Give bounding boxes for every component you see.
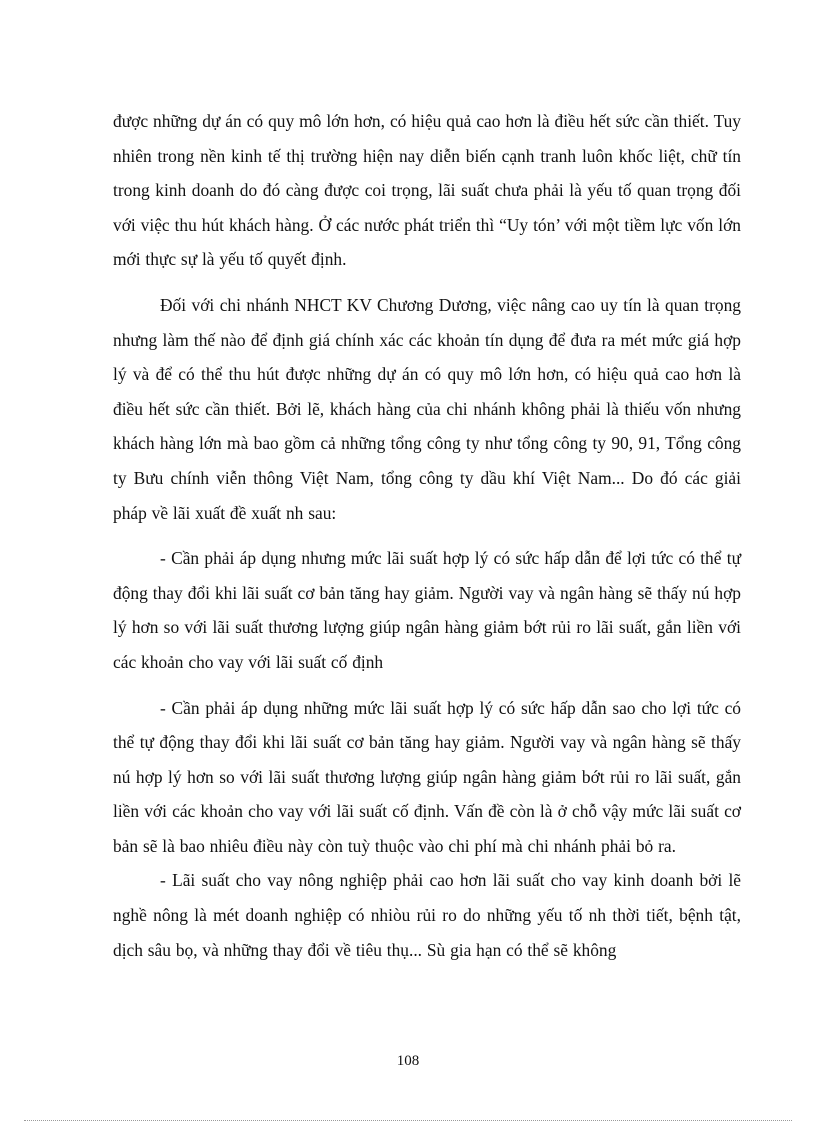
paragraph-chuong-duong-branch: Đối với chi nhánh NHCT KV Chương Dương, việc nâng cao uy tín là quan trọng nhưng làm thế nào để định giá chính xác các khoản tín dụng để đưa ra mét mức giá hợp lý và để có thể thu hút được những dự án có quy mô lớn hơn, có hiệu quả cao hơn là điều hết sức cần thiết. Bởi lẽ, khách hàng của chi nhánh không phải là thiếu vốn nhưng khách hàng lớn mà bao gồm cả những tổng công ty như tổng công ty 90, 91, Tổng công ty Bưu chính viễn thông Việt Nam, tổng công ty dầu khí Việt Nam... Do đó các giải pháp về lãi xuất đề xuất nh sau: — [113, 294, 741, 523]
page-bottom-divider — [24, 1120, 792, 1121]
paragraph-continuation: được những dự án có quy mô lớn hơn, có hiệu quả cao hơn là điều hết sức cần thiết. Tuy nhiên trong nền kinh tế thị trường hiện nay diễn biến cạnh tranh luôn khốc liệt, chữ tín trong kinh doanh do đó càng được coi trọng, lãi suất chưa phải là yếu tố quan trọng đối với việc thu hút khách hàng. Ở các nước phát triển thì “Uy tón’ với một tiềm lực vốn lớn mới thực sự là yếu tố quyết định. — [113, 111, 741, 270]
page-number: 108 — [396, 1053, 420, 1069]
paragraph-bullet-interest-rate-2: - Cần phải áp dụng những mức lãi suất hợp lý có sức hấp dẫn sao cho lợi tức có thể tự động thay đổi khi lãi suất cơ bản tăng hay giảm. Người vay và ngân hàng sẽ thấy nú hợp lý hơn so với lãi suất thương lượng giúp ngân hàng giảm bớt rủi ro lãi suất, gắn liền với các khoản cho vay với lãi suất cố định. Vấn đề còn là ở chỗ vậy mức lãi suất cơ bản sẽ là bao nhiêu điều này còn tuỳ thuộc vào chi phí mà chi nhánh phải bỏ ra. — [113, 697, 741, 856]
paragraph-bullet-interest-rate-1: - Cần phải áp dụng nhưng mức lãi suất hợp lý có sức hấp dẫn để lợi tức có thể tự động thay đổi khi lãi suất cơ bản tăng hay giảm. Người vay và ngân hàng sẽ thấy nú hợp lý hơn so với lãi suất thương lượng giúp ngân hàng giảm bớt rủi ro lãi suất, gắn liền với các khoản cho vay với lãi suất cố định — [113, 548, 741, 672]
paragraph-bullet-agricultural-loan: - Lãi suất cho vay nông nghiệp phải cao hơn lãi suất cho vay kinh doanh bởi lẽ nghề nông là mét doanh nghiệp có nhiòu rủi ro do những yếu tố nh thời tiết, bệnh tật, dịch sâu bọ, và những thay đổi về tiêu thụ... Sù gia hạn có thể sẽ không — [113, 870, 741, 960]
document-body — [113, 104, 741, 967]
